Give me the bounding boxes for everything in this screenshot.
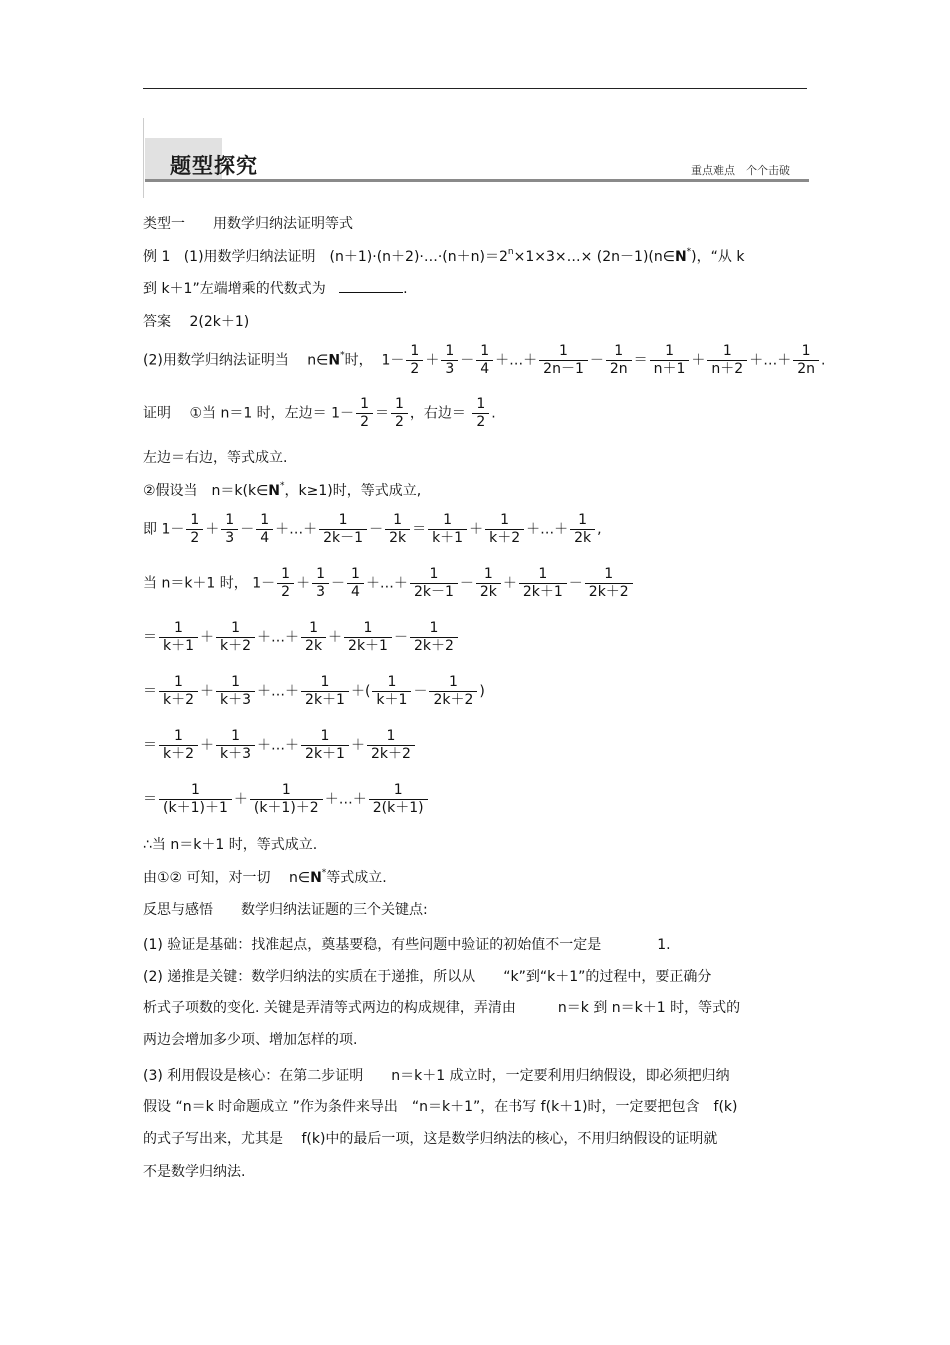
exp-n: n — [507, 247, 514, 257]
fraction: $\frac{1}{2n}$ — [606, 343, 632, 378]
reflection-p2-l1: (2) 递推是关键：数学归纳法的实质在于递推，所以从 “k”到“k＋1”的过程中，要正确分 — [143, 969, 712, 985]
fraction: $\frac{1}{2n-1}$ — [539, 343, 588, 378]
example-label: 例 1 — [143, 249, 171, 265]
reflection-p2-l2: 析式子项数的变化. 关键是弄清等式两边的构成规律，弄清由 n＝k 到 n＝k＋1 时，等式的 — [143, 1000, 741, 1016]
proof-therefore: ∴当 n＝k＋1 时，等式成立. — [143, 837, 318, 853]
answer-blank — [339, 280, 403, 293]
fraction: $\frac{1}{2n}$ — [793, 343, 819, 378]
banner-title: 题型探究 — [170, 154, 258, 178]
term: 1－ — [381, 352, 405, 369]
reflection-p3-l4: 不是数学归纳法. — [143, 1164, 246, 1180]
ex1-part1-b: ×1×3×…× (2n－1)(n∈ — [513, 249, 675, 265]
period: . — [403, 281, 408, 297]
fraction: $\frac{1}{2}$ — [406, 343, 423, 378]
example1-line1 — [143, 246, 744, 266]
set-n: N — [674, 249, 687, 265]
star-sup: * — [340, 350, 345, 361]
star-sup: * — [686, 247, 692, 257]
proof-step3: ＝ $\frac{1}{k+2}$ ＋ $\frac{1}{k+3}$ ＋…＋ $\frac{1}{2k+1}$ ＋ $\frac{1}{2k+2}$ — [143, 728, 417, 763]
proof-step2: ＝ $\frac{1}{k+2}$ ＋ $\frac{1}{k+3}$ ＋…＋ $\frac{1}{2k+1}$ ＋( $\frac{1}{k+1}$ － $\frac{1}{2k+2}$ ) — [143, 674, 485, 708]
reflection-p2-l3: 两边会增加多少项、增加怎样的项. — [143, 1032, 358, 1048]
example1-line2 — [143, 278, 408, 298]
ex1-line2-text: 到 k＋1”左端增乘的代数式为 — [143, 281, 326, 297]
fraction: $\frac{1}{n+1}$ — [650, 343, 690, 378]
proof-line1: 证明 ①当 n＝1 时，左边＝ 1－ $\frac{1}{2}$ ＝ $\frac{1}{2}$ ，右边＝ $\frac{1}{2}$ . — [143, 396, 496, 430]
reflection-p3-l3: 的式子写出来，尤其是 f(k)中的最后一项，这是数学归纳法的核心，不用归纳假设的证明就 — [143, 1131, 718, 1147]
proof-step1: ＝ $\frac{1}{k+1}$ ＋ $\frac{1}{k+2}$ ＋…＋ $\frac{1}{2k}$ ＋ $\frac{1}{2k+1}$ － $\frac{1}{2k+2}$ — [143, 620, 460, 655]
proof-step4: ＝ $\frac{1}{(k+1)+1}$ ＋ $\frac{1}{(k+1)+2}$ ＋…＋ $\frac{1}{2(k+1)}$ — [143, 782, 430, 817]
proof-ji: 即 1－ $\frac{1}{2}$ ＋ $\frac{1}{3}$ － $\frac{1}{4}$ ＋…＋ $\frac{1}{2k-1}$ － $\frac{1}{2k}$ ＝ $\frac{1}{k+1}$ ＋ $\frac{1}{k+2}$ ＋…＋ $\frac{1}{2k}$ , — [143, 512, 602, 546]
proof-assume: ②假设当 n＝k(k∈N*，k≥1)时，等式成立, — [143, 481, 422, 499]
proof-dang: 当 n＝k＋1 时， 1－ $\frac{1}{2}$ ＋ $\frac{1}{3}$ － $\frac{1}{4}$ ＋…＋ $\frac{1}{2k-1}$ － $\frac{1}{2k}$ ＋ $\frac{1}{2k+1}$ － $\frac{1}{2k+2}$ — [143, 566, 635, 601]
fraction: $\frac{1}{2}$ — [391, 396, 408, 431]
reflection-title: 反思与感悟 数学归纳法证题的三个关键点: — [143, 902, 428, 918]
proof-conclusion: 由①② 可知，对一切 n∈N*等式成立. — [143, 868, 387, 886]
fraction: $\frac{1}{2}$ — [472, 396, 489, 431]
reflection-p1: (1) 验证是基础：找准起点，奠基要稳，有些问题中验证的初始值不一定是 1. — [143, 937, 671, 953]
ex1-part2-a: (2)用数学归纳法证明当 n∈ — [143, 352, 329, 369]
section-banner — [143, 118, 811, 198]
reflection-p3-l2: 假设 “n＝k 时命题成立 ”作为条件来导出 “n＝k＋1”，在书写 f(k＋1)时，一定要把包含 f(k) — [143, 1099, 738, 1115]
proof-equal: 左边＝右边，等式成立. — [143, 450, 288, 466]
set-n: N — [328, 352, 341, 369]
banner-subtitle: 重点难点 个个击破 — [691, 164, 790, 177]
fraction: $\frac{1}{4}$ — [476, 343, 493, 378]
banner-left-border — [143, 118, 144, 198]
proof-label: 证明 ①当 n＝1 时，左边＝ — [143, 405, 327, 422]
fraction: $\frac{1}{3}$ — [441, 343, 458, 378]
right-side-label: ，右边＝ — [409, 405, 466, 422]
ex1-part2-b: 时， — [344, 352, 373, 369]
ex1-part1-c: )，“从 k — [691, 249, 745, 265]
example1-part2: (2)用数学归纳法证明当 n∈N*时， 1－ $\frac{1}{2}$ ＋ $\frac{1}{3}$ － $\frac{1}{4}$ ＋…＋ $\frac{1}{2n-1}$ － $\frac{1}{2n}$ ＝ $\frac{1}{n+1}$ ＋ $\frac{1}{n+2}$ ＋…＋ $\frac{1}{2n}$ . — [143, 343, 826, 377]
fraction: $\frac{1}{2}$ — [356, 396, 373, 431]
banner-underline — [145, 179, 809, 182]
header-rule — [143, 88, 807, 89]
answer-line: 答案 2(2k＋1) — [143, 314, 250, 330]
ex1-part1-a: (1)用数学归纳法证明 (n＋1)·(n＋2)·…·(n＋n)＝2 — [183, 249, 508, 265]
reflection-p3-l1: (3) 利用假设是核心：在第二步证明 n＝k＋1 成立时，一定要利用归纳假设，即必须把归纳 — [143, 1068, 730, 1084]
fraction: $\frac{1}{n+2}$ — [707, 343, 747, 378]
type-heading: 类型一 用数学归纳法证明等式 — [143, 216, 353, 232]
